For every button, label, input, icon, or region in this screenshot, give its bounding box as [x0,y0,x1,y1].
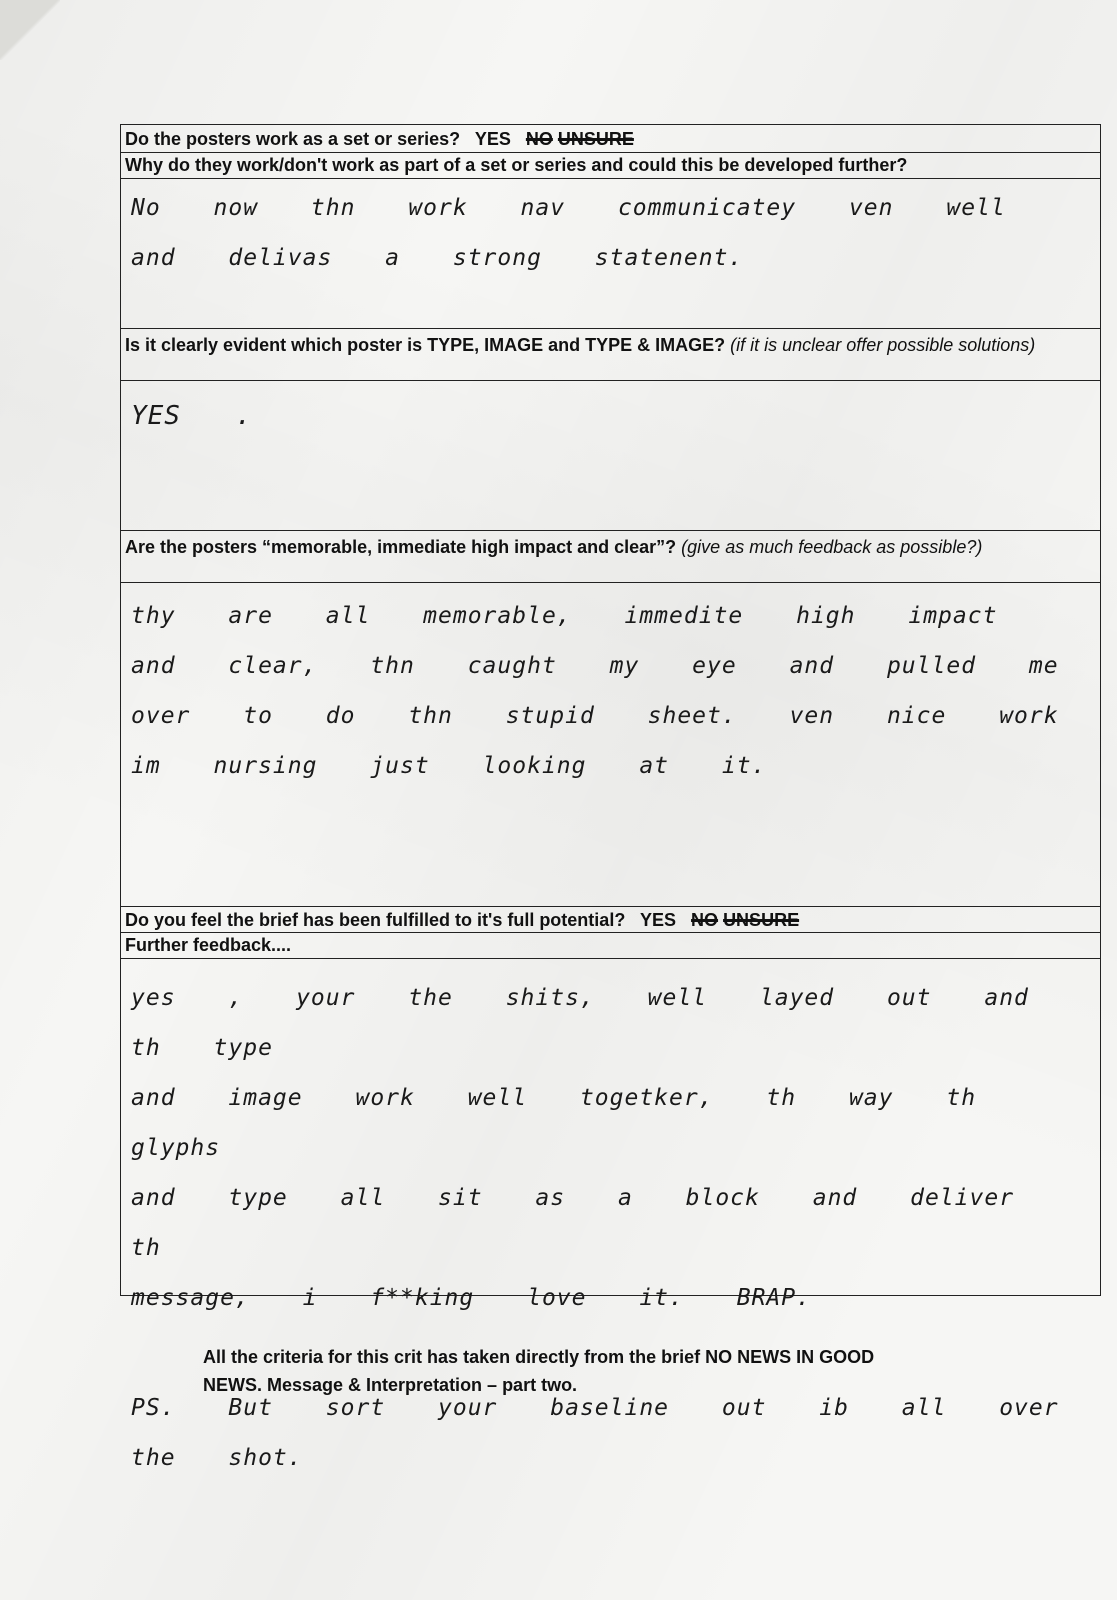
question-memorable-text: Are the posters “memorable, immediate high impact and clear”? [125,537,677,557]
answer-type-image [121,381,1100,531]
question-memorable [121,531,1100,583]
handwritten-line: over to do thn stupid sheet. ven nice work [131,703,1059,729]
option-no-struck: NO [691,910,719,930]
option-unsure-struck: UNSURE [723,910,800,930]
question-type-image [121,329,1100,381]
answer-memorable [121,583,1100,907]
handwritten-line: No now thn work nav communicatey ven well [131,195,1006,221]
handwritten-line: and delivas a strong statenent. [131,245,744,271]
question-type-image-note: (if it is unclear offer possible solutions) [730,335,1036,355]
question-brief-fulfilled [121,907,1100,933]
handwritten-line: PS. But sort your baseline out ib all over the shot. [131,1395,1059,1471]
handwritten-line: and image work well togetker, th way th glyphs [131,1085,977,1161]
footer-line: NEWS. Message & Interpretation – part two. [203,1375,578,1395]
handwritten-line: message, i f**king love it. BRAP. [131,1285,811,1311]
option-no-struck: NO [525,129,553,149]
handwritten-line: yes , your the shits, well layed out and th type [131,985,1029,1061]
question-further-feedback-text: Further feedback.... [125,935,292,955]
answer-why-series [121,179,1100,329]
footer-note [203,1343,1003,1399]
question-set-series-text: Do the posters work as a set or series? [125,129,461,149]
question-set-series [121,125,1100,153]
question-brief-fulfilled-text: Do you feel the brief has been fulfilled to it's full potential? [125,910,626,930]
option-yes: YES [640,910,677,930]
question-type-image-text: Is it clearly evident which poster is TYPE, IMAGE and TYPE & IMAGE? [125,335,726,355]
option-yes: YES [474,129,511,149]
handwritten-line: im nursing just looking at it. [131,753,767,779]
folded-corner [0,0,60,60]
question-memorable-note: (give as much feedback as possible?) [681,537,983,557]
option-unsure-struck: UNSURE [557,129,634,149]
handwritten-line: YES . [131,401,253,431]
question-why-series [121,153,1100,179]
question-further-feedback [121,933,1100,959]
question-why-series-text: Why do they work/don't work as part of a set or series and could this be developed further? [125,155,908,175]
handwritten-line: thy are all memorable, immedite high impact [131,603,998,629]
handwritten-line: and clear, thn caught my eye and pulled me [131,653,1059,679]
handwritten-line: and type all sit as a block and deliver th [131,1185,1015,1261]
footer-line: All the criteria for this crit has taken directly from the brief NO NEWS IN GOOD [203,1347,875,1367]
